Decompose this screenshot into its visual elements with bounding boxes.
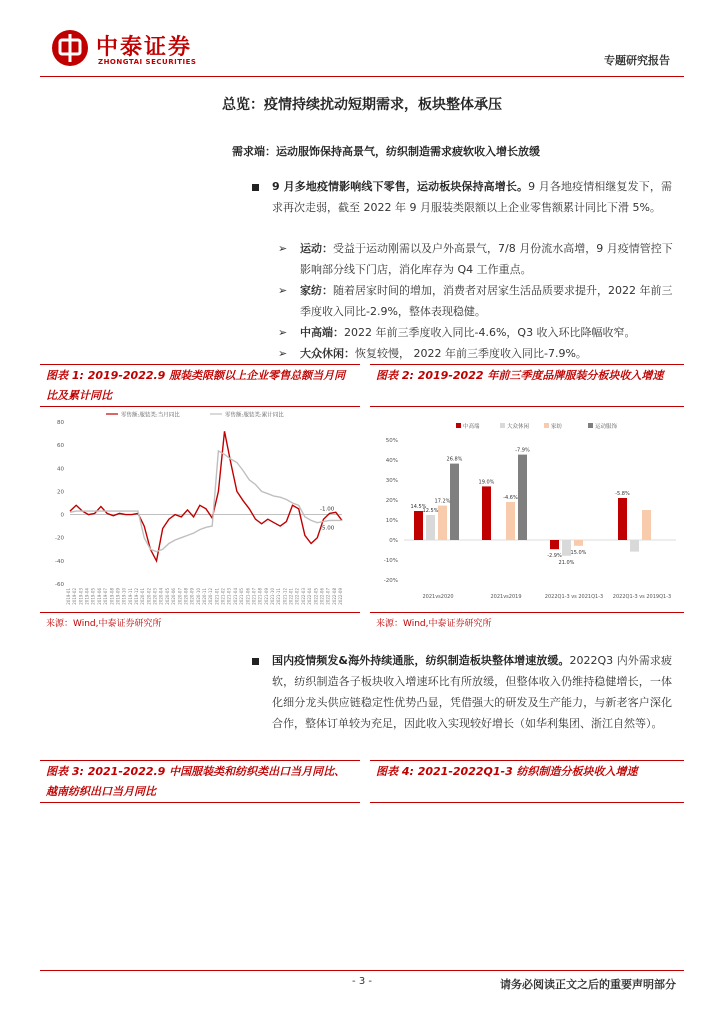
bar xyxy=(618,498,627,540)
y-tick-label: 0 xyxy=(60,512,64,519)
data-label: 19.0% xyxy=(478,479,495,486)
legend-label: 家纺 xyxy=(551,424,563,430)
y-tick-label: 20 xyxy=(57,489,64,496)
x-tick-label: 2020-06 xyxy=(171,588,177,605)
x-tick-label: 2022-02 xyxy=(294,588,300,605)
y-tick-label: 80 xyxy=(57,420,64,426)
bar xyxy=(574,540,583,546)
data-label: -2.9% xyxy=(547,553,562,560)
legend-swatch xyxy=(500,423,505,428)
bar xyxy=(630,540,639,552)
section2-paragraph xyxy=(272,650,672,734)
bar xyxy=(518,455,527,540)
data-label: -7.9% xyxy=(515,447,530,454)
fig4-top-rule xyxy=(370,760,684,761)
x-tick-label: 2019-11 xyxy=(127,588,133,605)
logo-icon xyxy=(50,28,90,68)
data-label: 12.5% xyxy=(422,508,439,514)
section1-text: 9 月各地疫情相继复发下，需求再次走弱，截至 2022 年 9 月服装类限额以上企业零售额累计同比下滑 5%。 xyxy=(272,180,672,214)
x-tick-label: 2019-07 xyxy=(103,588,109,605)
y-tick-label: 10% xyxy=(385,518,398,524)
bar xyxy=(642,510,651,540)
x-tick-label: 2022-01 xyxy=(288,588,294,605)
data-label: -4.6% xyxy=(503,495,518,501)
bar xyxy=(414,511,423,540)
logo-subtext: ZHONGTAI SECURITIES xyxy=(98,58,197,66)
y-tick-label: -20 xyxy=(55,535,64,542)
fig4-title: 图表 4: 2021-2022Q1-3 纺织制造分板块收入增速 xyxy=(376,765,638,778)
x-tick-label: 2019-01 xyxy=(66,588,71,605)
data-label: 14.5% xyxy=(410,504,427,510)
section2-text: 2022Q3 内外需求疲软，纺织制造各子板块收入增速环比有所放缓，但整体收入仍维持稳健增长，一体化细分龙头供应链稳定性优势凸显，凭借强大的研发及生产能力，与新老客户深化合作，整体订单较为充足，因此收入实现较好增长（如华利集团、浙江自然等）。 xyxy=(272,654,672,730)
legend-swatch xyxy=(588,423,593,428)
footer-divider xyxy=(40,970,684,971)
data-label: 26.8% xyxy=(446,456,463,463)
x-tick-label: 2021-12 xyxy=(282,588,288,605)
x-tick-label: 2019-06 xyxy=(96,588,102,605)
x-tick-label: 2020-10 xyxy=(195,588,201,605)
legend-swatch xyxy=(544,423,549,428)
x-tick-label: 2021-04 xyxy=(232,588,238,605)
x-tick-label: 2019-03 xyxy=(78,588,84,605)
fig3-title: 图表 3: 2021-2022.9 中国服装类和纺织类出口当月同比、越南纺织出口当月同比 xyxy=(46,765,346,798)
bar xyxy=(550,540,559,549)
x-tick-label: 2022-03 xyxy=(300,588,306,605)
fig2-source-rule xyxy=(370,612,684,613)
fig3-top-rule xyxy=(40,760,360,761)
fig2-source: 来源：Wind,中泰证券研究所 xyxy=(376,619,492,629)
fig2-chart xyxy=(372,412,684,610)
bar xyxy=(482,486,491,540)
x-tick-label: 2022-05 xyxy=(313,588,319,605)
list-item-label: 大众休闲： xyxy=(300,347,355,360)
data-label: -5.00 xyxy=(320,525,335,532)
bar xyxy=(450,464,459,540)
data-label: 15.0% xyxy=(570,549,587,556)
list-item xyxy=(278,322,678,343)
logo-text: 中泰证券 xyxy=(96,35,193,60)
legend-label: 运动服饰 xyxy=(595,424,618,430)
x-tick-label: 2021-09 xyxy=(263,588,269,605)
x-tick-label: 2020-01 xyxy=(140,588,146,605)
x-tick-label: 2019-12 xyxy=(134,588,139,605)
y-tick-label: -60 xyxy=(55,582,64,588)
x-tick-label: 2022-04 xyxy=(307,588,313,605)
series-line xyxy=(70,431,342,561)
list-item-label: 中高端： xyxy=(300,326,344,339)
x-tick-label: 2021vs2020 xyxy=(422,594,454,600)
x-tick-label: 2020-02 xyxy=(146,588,152,605)
section1-bold: 9 月多地疫情影响线下零售，运动板块保持高增长。 xyxy=(272,180,529,193)
list-item xyxy=(278,343,678,364)
x-tick-label: 2019-02 xyxy=(72,588,78,605)
x-tick-label: 2020-08 xyxy=(183,588,189,605)
x-tick-label: 2020-07 xyxy=(177,588,183,605)
fig1-title: 图表 1: 2019-2022.9 服装类限额以上企业零售总额当月同比及累计同比 xyxy=(46,369,346,402)
fig3-bottom-rule xyxy=(40,802,360,803)
x-tick-label: 2021-08 xyxy=(257,588,263,605)
y-tick-label: 20% xyxy=(385,498,398,504)
x-tick-label: 2021-05 xyxy=(239,588,245,605)
data-label: 21.0% xyxy=(558,559,575,566)
data-label: 17.2% xyxy=(434,498,451,505)
x-tick-label: 2021-02 xyxy=(220,588,226,605)
section-subtitle: 需求端：运动服饰保持高景气，纺织制造需求疲软收入增长放缓 xyxy=(232,145,540,158)
footer-disclaimer: 请务必阅读正文之后的重要声明部分 xyxy=(500,978,676,991)
legend-label: 大众休闲 xyxy=(507,424,530,430)
bullet-icon xyxy=(252,184,259,191)
y-tick-label: 60 xyxy=(57,443,64,450)
page-title: 总览：疫情持续扰动短期需求，板块整体承压 xyxy=(222,97,502,113)
header-divider xyxy=(40,76,684,77)
x-tick-label: 2020-05 xyxy=(164,588,170,605)
fig2-title: 图表 2: 2019-2022 年前三季度品牌服装分板块收入增速 xyxy=(376,369,664,382)
x-tick-label: 2022-09 xyxy=(338,588,343,605)
bullet-icon xyxy=(252,658,259,665)
list-item xyxy=(278,238,678,280)
legend-swatch xyxy=(456,423,461,428)
x-tick-label: 2021-11 xyxy=(276,588,282,605)
x-tick-label: 2019-05 xyxy=(90,588,96,605)
x-tick-label: 2021-10 xyxy=(270,588,275,605)
legend-label: 零售额:服装类:累计同比 xyxy=(225,412,284,419)
fig4-bottom-rule xyxy=(370,802,684,803)
y-tick-label: 30% xyxy=(385,478,398,484)
x-tick-label: 2022-06 xyxy=(319,588,325,605)
bar xyxy=(426,515,435,540)
list-item-text: 受益于运动刚需以及户外高景气，7/8 月份流水高增，9 月疫情管控下影响部分线下门店，消化库存为 Q4 工作重点。 xyxy=(300,242,673,276)
x-tick-label: 2021-01 xyxy=(214,588,220,605)
y-tick-label: 50% xyxy=(385,438,398,444)
page-number: - 3 - xyxy=(352,976,372,987)
x-tick-label: 2019-09 xyxy=(115,588,121,605)
x-tick-label: 2020-03 xyxy=(152,588,158,605)
x-tick-label: 2020-12 xyxy=(208,588,214,605)
x-tick-label: 2019-10 xyxy=(121,588,127,605)
x-tick-label: 2019-04 xyxy=(84,588,90,605)
section1-list xyxy=(278,238,678,364)
bar xyxy=(438,506,447,540)
report-type: 专题研究报告 xyxy=(604,54,670,67)
y-tick-label: -40 xyxy=(55,558,64,565)
section2-bold: 国内疫情频发&海外持续通胀，纺织制造板块整体增速放缓。 xyxy=(272,654,570,667)
arrow-icon: ➢ xyxy=(278,242,288,255)
x-tick-label: 2021-06 xyxy=(245,588,251,605)
x-tick-label: 2022-08 xyxy=(331,588,337,605)
fig1-source: 来源：Wind,中泰证券研究所 xyxy=(46,619,162,629)
x-tick-label: 2022Q1-3 vs 2021Q1-3 xyxy=(544,594,604,600)
arrow-icon: ➢ xyxy=(278,347,288,360)
fig1-source-rule xyxy=(40,612,360,613)
section1-paragraph xyxy=(272,176,672,218)
x-tick-label: 2021vs2019 xyxy=(490,594,522,600)
legend-label: 中高端 xyxy=(463,424,480,430)
fig2-bottom-rule xyxy=(370,406,684,407)
x-tick-label: 2022Q1-3 vs 2019Q1-3 xyxy=(612,594,672,600)
x-tick-label: 2019-08 xyxy=(109,588,115,605)
series-line xyxy=(70,451,342,552)
fig1-bottom-rule xyxy=(40,406,360,407)
data-label: -1.00 xyxy=(320,506,335,513)
list-item-text: 2022 年前三季度收入同比-4.6%，Q3 收入环比降幅收窄。 xyxy=(344,326,636,339)
list-item-label: 运动： xyxy=(300,242,333,255)
fig1-top-rule xyxy=(40,364,360,365)
y-tick-label: 40% xyxy=(385,458,398,464)
y-tick-label: 0% xyxy=(389,538,398,544)
legend-label: 零售额:服装类:当月同比 xyxy=(121,412,180,419)
x-tick-label: 2020-11 xyxy=(202,588,207,605)
list-item xyxy=(278,280,678,322)
bar xyxy=(506,502,515,540)
x-tick-label: 2022-07 xyxy=(325,588,331,605)
y-tick-label: -20% xyxy=(383,578,398,584)
x-tick-label: 2021-03 xyxy=(226,588,232,605)
arrow-icon: ➢ xyxy=(278,326,288,339)
x-tick-label: 2020-04 xyxy=(158,588,164,605)
arrow-icon: ➢ xyxy=(278,284,288,297)
y-tick-label: -10% xyxy=(383,558,398,564)
list-item-label: 家纺： xyxy=(300,284,333,297)
y-tick-label: 40 xyxy=(57,466,64,473)
list-item-text: 恢复较慢， 2022 年前三季度收入同比-7.9%。 xyxy=(355,347,587,360)
x-tick-label: 2020-09 xyxy=(189,588,195,605)
fig1-chart xyxy=(42,408,360,610)
fig2-top-rule xyxy=(370,364,684,365)
x-tick-label: 2021-07 xyxy=(251,588,257,605)
list-item-text: 随着居家时间的增加，消费者对居家生活品质要求提升，2022 年前三季度收入同比-2.9%，整体表现稳健。 xyxy=(300,284,673,318)
data-label: -5.8% xyxy=(615,491,630,497)
